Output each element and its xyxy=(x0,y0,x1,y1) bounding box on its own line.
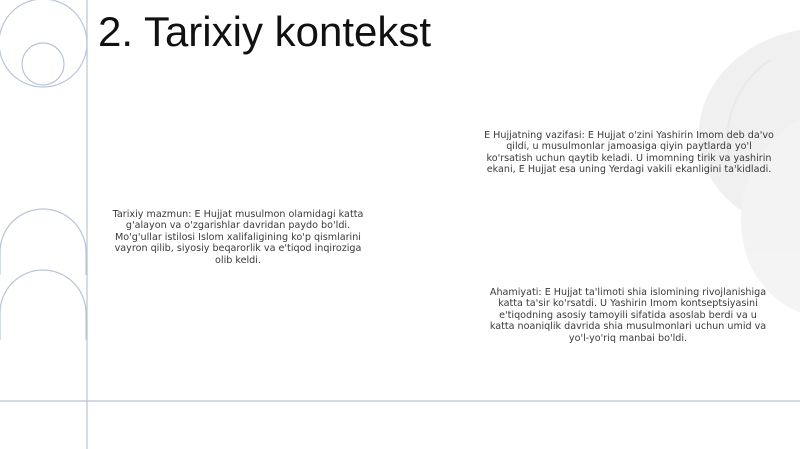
role-paragraph: E Hujjatning vazifasi: E Hujjat o'zini Yashirin Imom deb da'vo qildi, u musulmonlar jamoasiga qiyin paytlarda yo'l ko'rsatish uchun qaytib keladi. U imomning tirik va yashirin ekani, E Hujjat esa uning Yerdagi vakili ekanligini ta'kidladi. xyxy=(484,130,774,176)
slide-title: 2. Tarixiy kontekst xyxy=(98,8,432,55)
significance-paragraph: Ahamiyati: E Hujjat ta'limoti shia islomining rivojlanishiga katta ta'sir ko'rsatdi. U Yashirin Imom kontseptsiyasini e'tiqodning asosiy tamoyili sifatida asoslab berdi va u katta noaniqlik davrida shia musulmonlari uchun umid va yo'l-yo'riq manbai bo'ldi. xyxy=(489,287,767,344)
historical-context-paragraph: Tarixiy mazmun: E Hujjat musulmon olamidagi katta g'alayon va o'zgarishlar davridan paydo bo'ldi. Mo'g'ullar istilosi Islom xalifaligining ko'p qismlarini vayron qilib, siyosiy beqarorlik va e'tiqod inqiroziga olib keldi. xyxy=(112,209,364,266)
